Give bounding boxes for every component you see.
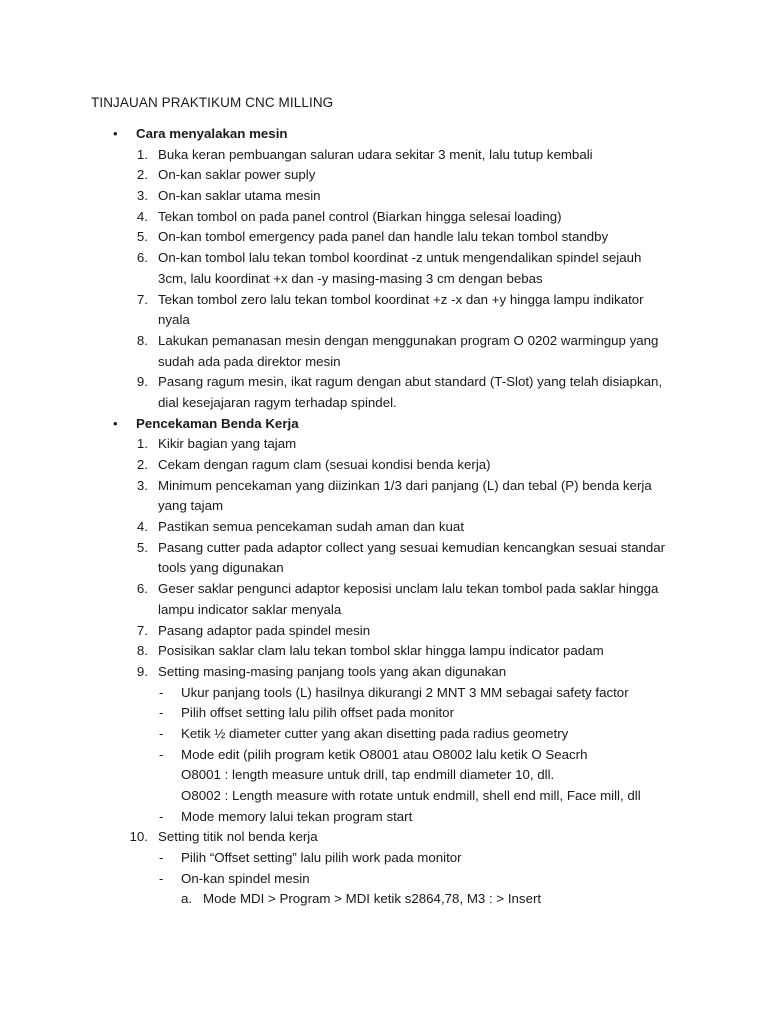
- number-marker: 6.: [136, 581, 148, 597]
- item-continuation: [0, 310, 768, 331]
- number-marker: 4.: [136, 519, 148, 535]
- numbered-item: [0, 476, 768, 497]
- number-marker: 8.: [136, 643, 148, 659]
- item-text: On-kan spindel mesin: [181, 870, 310, 886]
- numbered-item: [0, 331, 768, 352]
- item-continuation: [0, 393, 768, 414]
- dash-item: [0, 745, 768, 766]
- item-text: nyala: [158, 312, 190, 328]
- numbered-item: [0, 538, 768, 559]
- dash-item: [0, 724, 768, 745]
- item-text: dial kesejajaran ragym terhadap spindel.: [158, 394, 397, 410]
- section-heading: [0, 124, 768, 145]
- item-text: Minimum pencekaman yang diizinkan 1/3 dari panjang (L) dan tebal (P) benda kerja: [158, 477, 652, 493]
- item-text: Setting titik nol benda kerja: [158, 829, 318, 845]
- numbered-item: [0, 455, 768, 476]
- numbered-item: [0, 290, 768, 311]
- number-marker: 8.: [136, 332, 148, 348]
- document-title: TINJAUAN PRAKTIKUM CNC MILLING: [91, 95, 334, 110]
- item-text: Pasang cutter pada adaptor collect yang sesuai kemudian kencangkan sesuai standar: [158, 539, 666, 555]
- number-marker: 1.: [136, 436, 148, 452]
- item-text: sudah ada pada direktor mesin: [158, 353, 341, 369]
- number-marker: 2.: [136, 167, 148, 183]
- item-text: lampu indicator saklar menyala: [158, 601, 342, 617]
- numbered-item: [0, 372, 768, 393]
- item-text: Pasang adaptor pada spindel mesin: [158, 622, 371, 638]
- section-heading-text: Pencekaman Benda Kerja: [136, 415, 299, 431]
- item-text: yang tajam: [158, 498, 224, 514]
- dash-item: [0, 807, 768, 828]
- item-text: Mode edit (pilih program ketik O8001 atau O8002 lalu ketik O Seacrh: [181, 746, 588, 762]
- numbered-item: [0, 165, 768, 186]
- item-text: O8002 : Length measure with rotate untuk endmill, shell end mill, Face mill, dll: [181, 788, 641, 803]
- number-marker: 6.: [136, 250, 148, 266]
- item-continuation: [0, 600, 768, 621]
- number-marker: 2.: [136, 457, 148, 472]
- item-text: Setting masing-masing panjang tools yang akan digunakan: [158, 663, 507, 679]
- dash-marker: -: [159, 684, 164, 700]
- dash-item: [0, 869, 768, 890]
- item-text: Pilih “Offset setting” lalu pilih work pada monitor: [181, 850, 462, 866]
- number-marker: 4.: [136, 208, 148, 224]
- dash-marker: -: [159, 746, 164, 762]
- item-text: Geser saklar pengunci adaptor keposisi unclam lalu tekan tombol pada saklar hingga: [158, 581, 659, 597]
- item-text: On-kan tombol emergency pada panel dan handle lalu tekan tombol standby: [158, 229, 609, 245]
- item-text: tools yang digunakan: [158, 560, 284, 576]
- item-continuation: [0, 352, 768, 373]
- number-marker: 9.: [136, 374, 148, 390]
- item-text: Ukur panjang tools (L) hasilnya dikurangi 2 MNT 3 MM sebagai safety factor: [181, 684, 629, 700]
- dash-marker: -: [159, 850, 164, 866]
- item-text: Lakukan pemanasan mesin dengan menggunakan program O 0202 warmingup yang: [158, 332, 659, 348]
- item-text: Posisikan saklar clam lalu tekan tombol sklar hingga lampu indicator padam: [158, 643, 604, 659]
- numbered-item: [0, 579, 768, 600]
- dash-marker: -: [159, 725, 164, 741]
- numbered-item: [0, 207, 768, 228]
- numbered-item: [0, 517, 768, 538]
- numbered-item: [0, 662, 768, 683]
- dash-item: [0, 703, 768, 724]
- item-text: O8001 : length measure untuk drill, tap endmill diameter 10, dll.: [181, 767, 555, 783]
- item-continuation: [0, 765, 768, 786]
- number-marker: 7.: [136, 622, 148, 638]
- numbered-item: [0, 641, 768, 662]
- section-heading-text: Cara menyalakan mesin: [136, 126, 288, 141]
- numbered-item: [0, 621, 768, 642]
- section-heading: [0, 414, 768, 435]
- dash-item: [0, 683, 768, 704]
- document-body: [0, 124, 768, 910]
- number-marker: 5.: [136, 539, 148, 555]
- item-text: Tekan tombol on pada panel control (Biarkan hingga selesai loading): [158, 208, 562, 224]
- item-text: Kikir bagian yang tajam: [158, 436, 297, 452]
- item-continuation: [0, 558, 768, 579]
- number-marker: 3.: [136, 477, 148, 493]
- item-continuation: [0, 786, 768, 807]
- item-text: Buka keran pembuangan saluran udara sekitar 3 menit, lalu tutup kembali: [158, 146, 593, 162]
- item-text: Mode MDI > Program > MDI ketik s2864,78, M3 : > Insert: [203, 891, 542, 907]
- item-text: Pastikan semua pencekaman sudah aman dan kuat: [158, 519, 465, 535]
- numbered-item: [0, 145, 768, 166]
- item-text: On-kan tombol lalu tekan tombol koordinat -z untuk mengendalikan spindel sejauh: [158, 250, 642, 266]
- number-marker: 3.: [136, 188, 148, 204]
- item-text: On-kan saklar power suply: [158, 167, 316, 183]
- lettered-item: [0, 889, 768, 910]
- dash-item: [0, 848, 768, 869]
- item-text: On-kan saklar utama mesin: [158, 188, 321, 204]
- dash-marker: -: [159, 870, 164, 886]
- bullet-marker: •: [113, 415, 118, 431]
- number-marker: 7.: [136, 291, 148, 307]
- dash-marker: -: [159, 705, 164, 721]
- letter-marker: a.: [181, 891, 193, 907]
- number-marker: 1.: [136, 146, 148, 162]
- dash-marker: -: [159, 808, 164, 824]
- item-text: Ketik ½ diameter cutter yang akan disetting pada radius geometry: [181, 725, 569, 741]
- bullet-marker: •: [113, 126, 118, 141]
- item-text: Mode memory lalui tekan program start: [181, 808, 413, 824]
- item-text: Pasang ragum mesin, ikat ragum dengan abut standard (T-Slot) yang telah disiapkan,: [158, 374, 663, 390]
- numbered-item: [0, 248, 768, 269]
- numbered-item: [0, 227, 768, 248]
- item-continuation: [0, 269, 768, 290]
- number-marker: 9.: [136, 663, 148, 679]
- numbered-item: [0, 827, 768, 848]
- number-marker: 10.: [129, 829, 148, 845]
- numbered-item: [0, 186, 768, 207]
- item-text: Tekan tombol zero lalu tekan tombol koordinat +z -x dan +y hingga lampu indikator: [158, 291, 644, 307]
- numbered-item: [0, 434, 768, 455]
- item-text: Pilih offset setting lalu pilih offset pada monitor: [181, 705, 454, 721]
- item-text: Cekam dengan ragum clam (sesuai kondisi benda kerja): [158, 457, 491, 472]
- number-marker: 5.: [136, 229, 148, 245]
- item-continuation: [0, 496, 768, 517]
- item-text: 3cm, lalu koordinat +x dan -y masing-masing 3 cm dengan bebas: [158, 270, 543, 286]
